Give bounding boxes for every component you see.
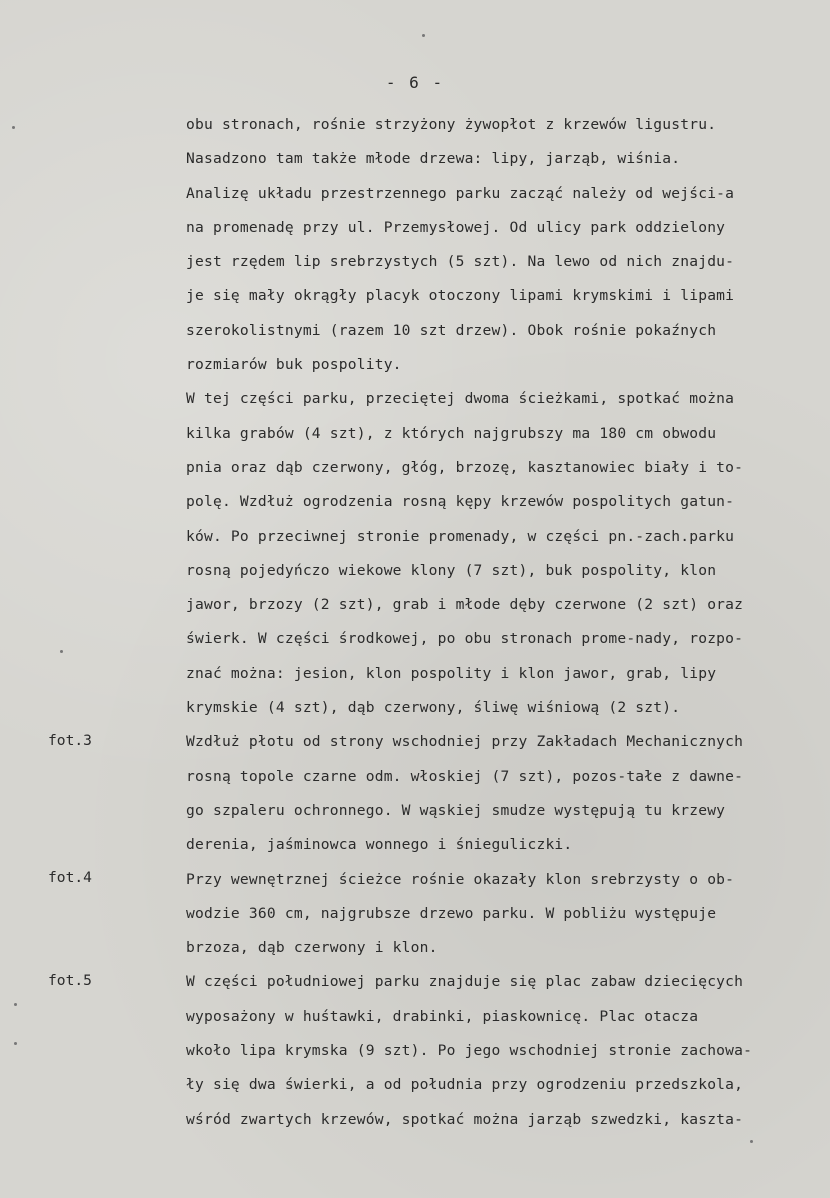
text-line: rosną pojedyńczo wiekowe klony (7 szt), buk pospolity, klon [186, 561, 717, 579]
body-text [186, 108, 818, 1137]
text-line: je się mały okrągły placyk otoczony lipami krymskimi i lipami [186, 287, 735, 305]
text-line: jest rzędem lip srebrzystych (5 szt). Na lewo od nich znajdu- [186, 253, 735, 271]
paper-speck [14, 1003, 17, 1006]
text-line: szerokolistnymi (razem 10 szt drzew). Obok rośnie pokaźnych [186, 321, 717, 339]
paper-speck [750, 1140, 753, 1143]
paper-speck [14, 1042, 17, 1045]
paper-speck [12, 126, 15, 129]
text-line: go szpaleru ochronnego. W wąskiej smudze występują tu krzewy [186, 801, 726, 819]
text-line: wkoło lipa krymska (9 szt). Po jego wschodniej stronie zachowa- [186, 1042, 753, 1060]
text-line: wyposażony w huśtawki, drabinki, piaskownicę. Plac otacza [186, 1007, 699, 1025]
page-number: - 6 - [385, 73, 445, 92]
text-line: Przy wewnętrznej ścieżce rośnie okazały klon srebrzysty o ob- [186, 870, 735, 888]
text-line: na promenadę przy ul. Przemysłowej. Od ulicy park oddzielony [186, 218, 726, 236]
text-line: ły się dwa świerki, a od południa przy ogrodzeniu przedszkola, [186, 1076, 744, 1094]
text-line: Analizę układu przestrzennego parku zacząć należy od wejści-a [186, 184, 735, 202]
text-line: wśród zwartych krzewów, spotkać można jarząb szwedzki, kaszta- [186, 1110, 744, 1128]
margin-note-fot3: fot.3 [48, 732, 92, 749]
margin-note-fot4: fot.4 [48, 869, 92, 886]
text-line: jawor, brzozy (2 szt), grab i młode dęby czerwone (2 szt) oraz [186, 596, 744, 614]
text-line: znać można: jesion, klon pospolity i klon jawor, grab, lipy [186, 664, 717, 682]
text-line: kilka grabów (4 szt), z których najgrubszy ma 180 cm obwodu [186, 424, 717, 442]
text-line: rosną topole czarne odm. włoskiej (7 szt), pozos-tałe z dawne- [186, 767, 744, 785]
text-line: obu stronach, rośnie strzyżony żywopłot z krzewów ligustru. [186, 116, 717, 133]
text-line: Wzdłuż płotu od strony wschodniej przy Zakładach Mechanicznych [186, 733, 744, 751]
text-line: pnia oraz dąb czerwony, głóg, brzozę, kasztanowiec biały i to- [186, 458, 744, 476]
text-line: derenia, jaśminowca wonnego i śnieguliczki. [186, 836, 573, 854]
paper-speck [60, 650, 63, 653]
text-line: W części południowej parku znajduje się plac zabaw dziecięcych [186, 973, 744, 991]
text-line: świerk. W części środkowej, po obu stronach prome-nady, rozpo- [186, 630, 744, 648]
text-line: ków. Po przeciwnej stronie promenady, w części pn.-zach.parku [186, 527, 735, 545]
text-line: polę. Wzdłuż ogrodzenia rosną kępy krzewów pospolitych gatun- [186, 493, 735, 511]
text-line: W tej części parku, przeciętej dwoma ścieżkami, spotkać można [186, 390, 735, 408]
text-line: rozmiarów buk pospolity. [186, 356, 402, 374]
text-line: Nasadzono tam także młode drzewa: lipy, jarząb, wiśnia. [186, 150, 681, 168]
text-line: wodzie 360 cm, najgrubsze drzewo parku. W pobliżu występuje [186, 904, 717, 922]
text-line: brzoza, dąb czerwony i klon. [186, 939, 438, 957]
text-line: krymskie (4 szt), dąb czerwony, śliwę wiśniową (2 szt). [186, 699, 681, 717]
margin-note-fot5: fot.5 [48, 972, 92, 989]
paper-speck [422, 34, 425, 37]
